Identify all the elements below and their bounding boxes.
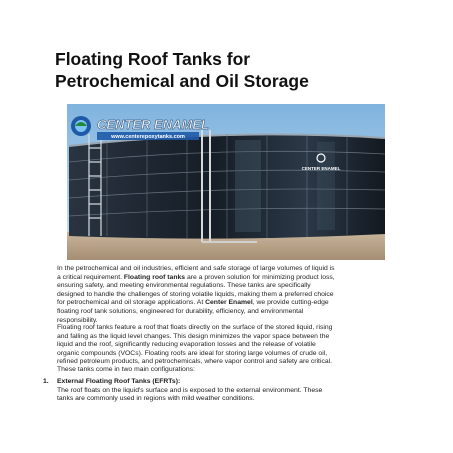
tank-brand-text: CENTER ENAMEL <box>301 166 341 171</box>
page-title-line-2: Petrochemical and Oil Storage <box>55 71 309 91</box>
feature-line: and falling as the liquid level changes. This design minimizes the vapor space between the <box>57 332 330 340</box>
intro-line: responsibility. <box>57 316 98 324</box>
list-item-number: 1. <box>43 378 49 385</box>
list-item-line: The roof floats on the liquid's surface and is exposed to the external environment. These <box>57 386 323 394</box>
company-name-emphasis: Center Enamel <box>205 299 253 307</box>
intro-line <box>57 274 397 283</box>
intro-text: for petrochemical and oil storage applications. At <box>57 299 206 307</box>
configurations-intro <box>57 366 397 375</box>
intro-line: ensuring safety, and meeting environmental regulations. These tanks are specifically <box>57 282 311 290</box>
intro-emphasis: Floating roof tanks <box>123 273 186 281</box>
intro-line: designed to handle the challenges of storing volatile liquids, making them a preferred choice <box>57 290 334 298</box>
list-item-heading: External Floating Roof Tanks (EFRTs): <box>57 378 181 385</box>
hero-image <box>67 104 385 260</box>
intro-text: a critical requirement. <box>57 273 124 281</box>
list-item-body <box>57 378 397 404</box>
feature-line: liquid and the roof, significantly reducing evaporation losses and the release of volatile <box>57 341 316 349</box>
logo-website: www.centerepoxytanks.com <box>111 134 185 140</box>
page-title-line-1: Floating Roof Tanks for <box>55 49 251 69</box>
feature-paragraph <box>57 324 397 367</box>
intro-line: floating roof tank solutions, engineered for durability, efficiency, and environmental <box>57 307 304 315</box>
intro-text: , we provide cutting-edge <box>252 299 329 307</box>
list-item-line: tanks are commonly used in regions with mild weather conditions. <box>57 395 255 403</box>
configurations-intro-line: These tanks come in two main configurations: <box>57 366 195 373</box>
page-title <box>55 48 395 92</box>
feature-line: Floating roof tanks feature a roof that floats directly on the surface of the stored liquid, rising <box>57 324 333 331</box>
logo-company-name: CENTER ENAMEL <box>97 117 209 132</box>
feature-line: refined petroleum products, and petrochemicals, where vapor control and safety are critical. <box>57 358 333 366</box>
intro-text: are a proven solution for minimizing product loss, <box>185 273 335 281</box>
intro-line <box>57 299 397 308</box>
intro-line: In the petrochemical and oil industries, efficient and safe storage of large volumes of liquid is <box>57 265 335 272</box>
feature-line: organic compounds (VOCs). Floating roofs are ideal for storing large volumes of crude oil, <box>57 349 328 357</box>
intro-paragraph <box>57 265 397 325</box>
